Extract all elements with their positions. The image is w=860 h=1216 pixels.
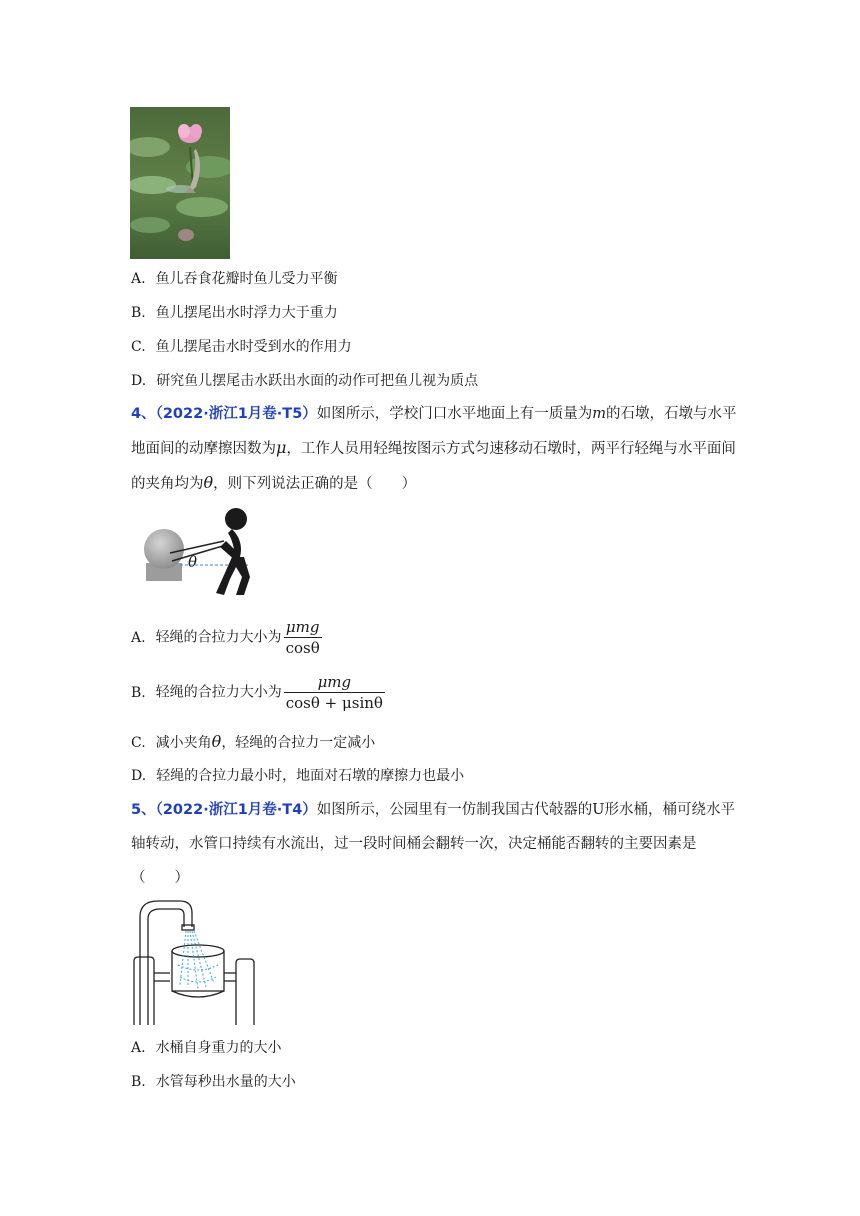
- q4-option-b: B. 轻绳的合拉力大小为 $\frac{\text{μmg}}{\cos\theta + \mu\sin\theta}$: [131, 673, 383, 712]
- fraction-b: $\frac{\text{μmg}}{\cos\theta + \mu\sin\theta}$: [285, 673, 383, 712]
- water-bucket-figure: [128, 895, 262, 1025]
- q5-option-a: A. 水桶自身重力的大小: [131, 1040, 282, 1056]
- q3-option-d: D. 研究鱼儿摆尾击水跃出水面的动作可把鱼儿视为质点: [131, 373, 479, 389]
- q3-option-a: A. 鱼儿吞食花瓣时鱼儿受力平衡: [131, 271, 338, 287]
- q5-source-tag: 5、（2022·浙江1月卷·T4）: [131, 802, 317, 818]
- q4-source-tag: 4、（2022·浙江1月卷·T5）: [131, 406, 317, 422]
- q4-stem: 4、（2022·浙江1月卷·T5）如图所示，学校门口水平地面上有一质量为m的石墩，石墩与水平地面间的动摩擦因数为μ，工作人员用轻绳按图示方式匀速移动石墩时，两平行轻绳与水平面间的夹角均为θ，则下列说法正确的是（ ）: [131, 406, 737, 492]
- q3-option-c: C. 鱼儿摆尾击水时受到水的作用力: [131, 339, 352, 355]
- stone-pier-figure: [140, 505, 262, 601]
- q5-stem: 5、（2022·浙江1月卷·T4）如图所示，公园里有一仿制我国古代敧器的U形水桶，桶可绕水平轴转动，水管口持续有水流出，过一段时间桶会翻转一次，决定桶能否翻转的主要因素是（ ）: [131, 802, 735, 886]
- q5-option-b: B. 水管每秒出水量的大小: [131, 1074, 296, 1090]
- q4-option-a: A. 轻绳的合拉力大小为 $\frac{\text{μmg}}{\cos\theta}$: [131, 618, 320, 657]
- q4-option-c: C. 减小夹角θ，轻绳的合拉力一定减小: [131, 732, 376, 751]
- q4-option-d: D. 轻绳的合拉力最小时，地面对石墩的摩擦力也最小: [131, 768, 465, 784]
- theta-label: θ: [188, 553, 198, 571]
- fish-lotus-photo: [130, 107, 230, 259]
- q3-option-b: B. 鱼儿摆尾出水时浮力大于重力: [131, 305, 338, 321]
- fraction-a: $\frac{\text{μmg}}{\cos\theta}$: [285, 618, 320, 657]
